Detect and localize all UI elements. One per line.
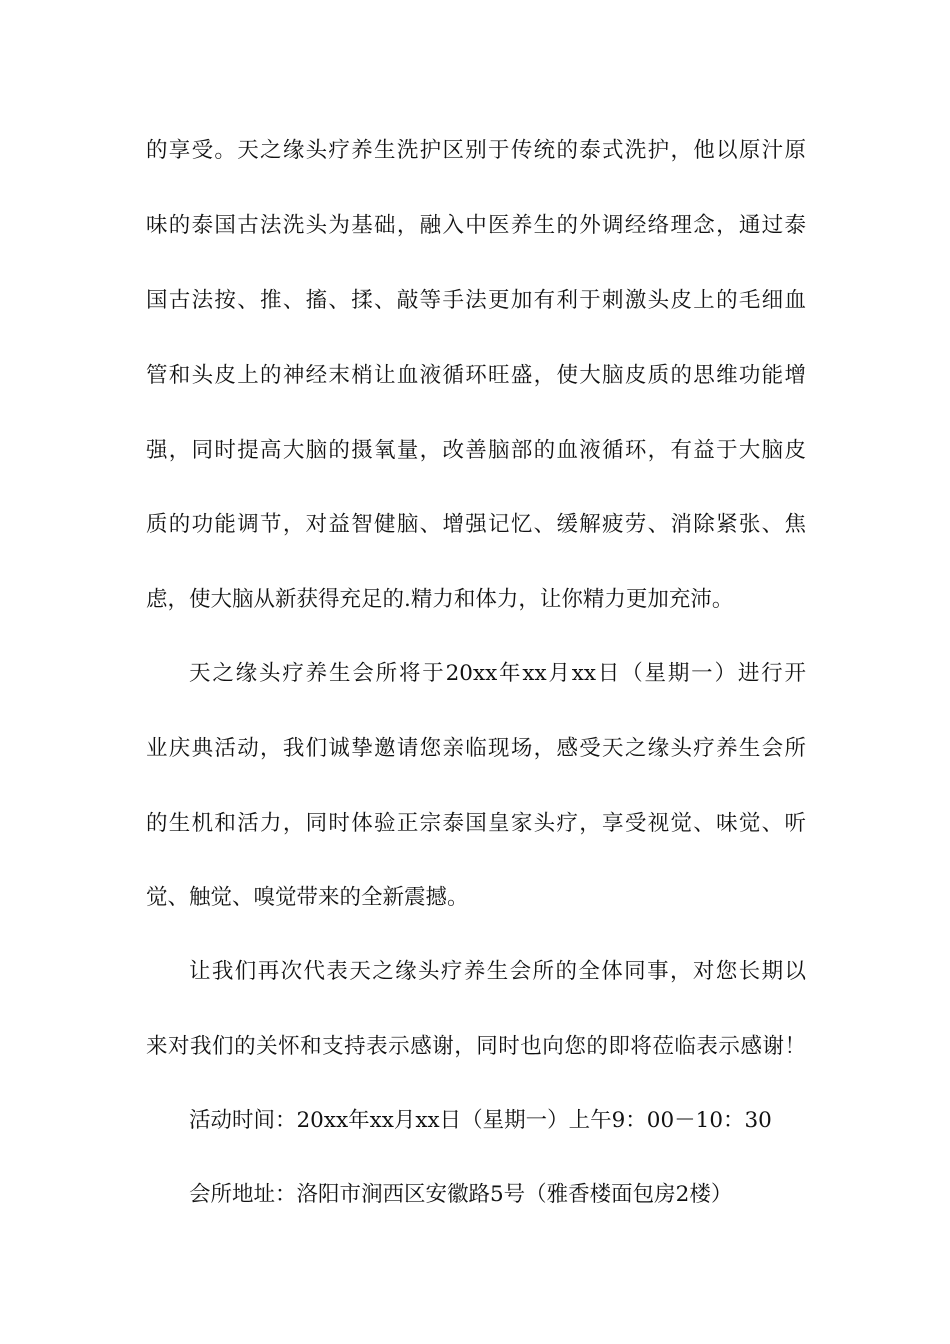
paragraph-3-line-2: 来对我们的关怀和支持表示感谢，同时也向您的即将莅临表示感谢！ bbox=[146, 1034, 806, 1059]
paragraph-1-line-6: 质的功能调节，对益智健脑、增强记忆、缓解疲劳、消除紧张、焦 bbox=[146, 512, 806, 537]
paragraph-2-line-1: 天之缘头疗养生会所将于20xx年xx月xx日（星期一）进行开 bbox=[189, 661, 806, 686]
event-time: 活动时间：20xx年xx月xx日（星期一）上午9：00－10：30 bbox=[189, 1108, 772, 1133]
paragraph-1-line-1: 的享受。天之缘头疗养生洗护区别于传统的泰式洗护，他以原汁原 bbox=[146, 138, 806, 163]
paragraph-2-line-2: 业庆典活动，我们诚挚邀请您亲临现场，感受天之缘头疗养生会所 bbox=[146, 736, 806, 761]
paragraph-1-line-5: 强，同时提高大脑的摄氧量，改善脑部的血液循环，有益于大脑皮 bbox=[146, 438, 806, 463]
paragraph-1-line-7: 虑，使大脑从新获得充足的.精力和体力，让你精力更加充沛。 bbox=[146, 587, 734, 612]
paragraph-3-line-1: 让我们再次代表天之缘头疗养生会所的全体同事，对您长期以 bbox=[189, 959, 806, 984]
event-address: 会所地址：洛阳市涧西区安徽路5号（雅香楼面包房2楼） bbox=[189, 1182, 733, 1207]
paragraph-1-line-2: 味的泰国古法洗头为基础，融入中医养生的外调经络理念，通过泰 bbox=[146, 213, 806, 238]
paragraph-2-line-3: 的生机和活力，同时体验正宗泰国皇家头疗，享受视觉、味觉、听 bbox=[146, 811, 806, 836]
paragraph-1-line-4: 管和头皮上的神经末梢让血液循环旺盛，使大脑皮质的思维功能增 bbox=[146, 363, 806, 388]
paragraph-1-line-3: 国古法按、推、搐、揉、敲等手法更加有利于刺激头皮上的毛细血 bbox=[146, 288, 806, 313]
paragraph-2-line-4: 觉、触觉、嗅觉带来的全新震撼。 bbox=[146, 885, 469, 910]
